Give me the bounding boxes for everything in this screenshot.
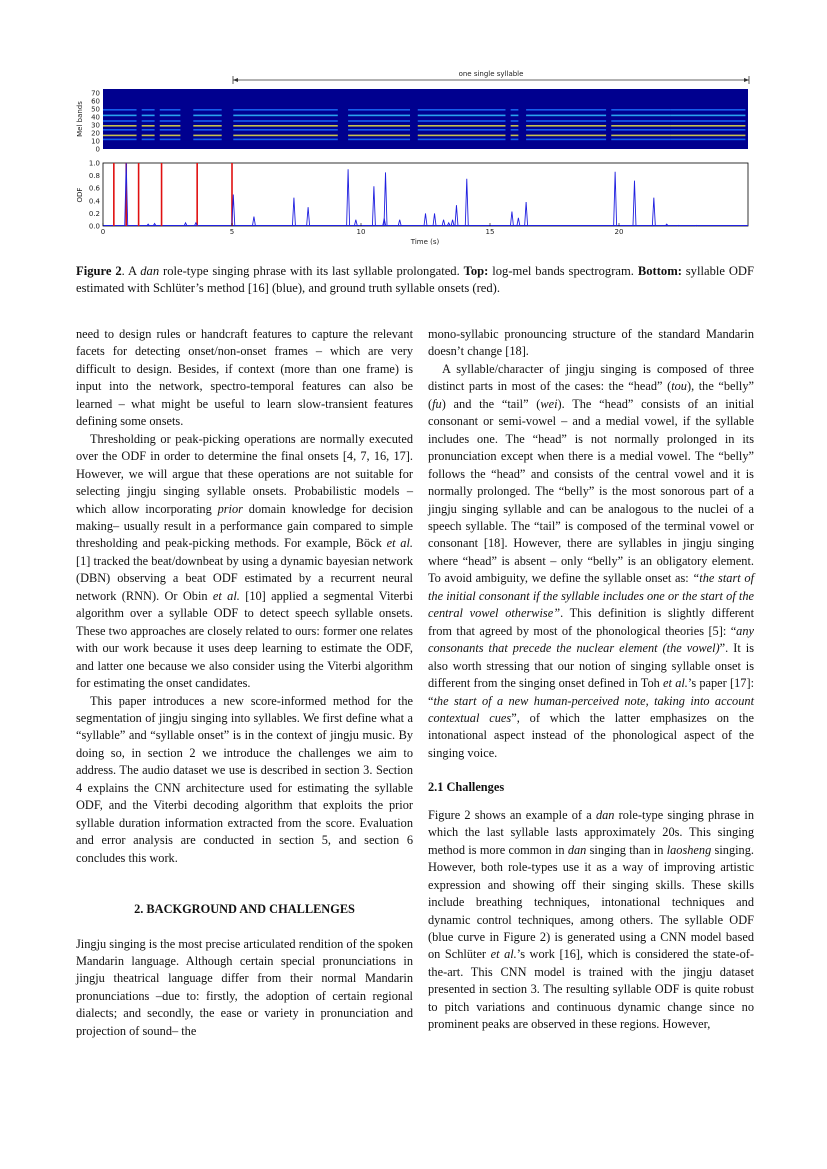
- spectrogram-band: [348, 120, 410, 122]
- spectrogram-band: [103, 129, 137, 131]
- spectrogram-band: [233, 129, 337, 131]
- spectrogram-band: [193, 129, 221, 131]
- y-tick-label: 10: [91, 137, 100, 146]
- spectrogram-band: [671, 125, 746, 127]
- spectrogram-band: [142, 139, 155, 141]
- spectrogram-band: [142, 115, 155, 117]
- x-tick-label: 20: [614, 228, 624, 236]
- y-tick-label: 0.0: [88, 222, 100, 231]
- spectrogram-band: [142, 129, 155, 131]
- spectrogram-band: [671, 109, 746, 111]
- figure-2: [0, 0, 827, 250]
- caption-text: . A: [121, 264, 141, 278]
- spectrogram-band: [671, 120, 746, 122]
- spectrogram-band: [233, 120, 337, 122]
- y-tick-label: 0.8: [88, 172, 100, 181]
- spectrogram-band: [418, 125, 506, 127]
- paragraph: need to design rules or handcraft features to capture the relevant facets for detecting onset/non-onset frames – which are very difficult to design. Besides, if context (more than one frame) is input into the network, spectro-temporal features can also be learned – what might be useful to learn slow-transient features defining some onsets.: [76, 327, 413, 429]
- y-tick-label: 50: [91, 105, 100, 114]
- spectrogram-band: [611, 115, 670, 117]
- spectrogram-band: [233, 135, 337, 137]
- paragraph: This paper introduces a new score-informed method for the segmentation of jingju singing into syllables. We first define what a “syllable” and “syllable onset” is in the context of jingju music. By doing so, in section 2 we introduce the challenges we aim to address. The audio dataset we use is described in section 3. Section 4 explains the CNN architecture used for estimating the syllable ODF, and the Viterbi decoding algorithm that exploits the prior syllable duration information extracted from the score. Evaluation and error analysis are conducted in section 5, and section 6 concludes this work.: [76, 693, 413, 865]
- syllable-annotation: [233, 70, 749, 84]
- spectrogram-band: [671, 135, 746, 137]
- caption-label: Bottom:: [637, 264, 682, 278]
- spectrogram-band: [193, 109, 221, 111]
- y-tick-label: 0.6: [88, 184, 100, 193]
- annotation-label: one single syllable: [458, 70, 524, 78]
- spectrogram-band: [160, 125, 181, 127]
- spectrogram-band: [103, 115, 137, 117]
- spectrogram-band: [418, 120, 506, 122]
- spectrogram-ylabel: Mel bands: [76, 101, 84, 137]
- paragraph: mono-syllabic pronouncing structure of the standard Mandarin doesn’t change [18].: [428, 327, 754, 359]
- spectrogram-band: [348, 109, 410, 111]
- spectrogram-band: [160, 120, 181, 122]
- left-column: [76, 326, 413, 1040]
- spectrogram-band: [233, 139, 337, 141]
- y-tick-label: 30: [91, 121, 100, 130]
- x-tick-label: 5: [229, 228, 235, 236]
- odf-ylabel: ODF: [76, 187, 84, 203]
- spectrogram-band: [418, 135, 506, 137]
- spectrogram-band: [160, 135, 181, 137]
- spectrogram-band: [511, 115, 519, 117]
- y-tick-label: 70: [91, 89, 100, 98]
- spectrogram-band: [526, 120, 606, 122]
- caption-text: role-type singing phrase with its last syllable prolongated.: [159, 264, 464, 278]
- spectrogram-band: [142, 135, 155, 137]
- spectrogram-band: [348, 135, 410, 137]
- y-tick-label: 60: [91, 97, 100, 106]
- spectrogram-band: [160, 139, 181, 141]
- figure-caption: [76, 263, 754, 297]
- spectrogram-band: [348, 129, 410, 131]
- spectrogram-band: [418, 115, 506, 117]
- y-tick-label: 0.2: [88, 209, 100, 218]
- spectrogram-band: [526, 129, 606, 131]
- spectrogram-band: [526, 109, 606, 111]
- spectrogram-band: [511, 109, 519, 111]
- paragraph: Jingju singing is the most precise articulated rendition of the spoken Mandarin language. Although certain special pronunciations in jingju theatrical language differ from their normal Mandarin pronunciations –due to: firstly, the adoption of certain regional dialects; and secondly, the ease or variety in pronunciation and projection of sound– the: [76, 936, 413, 1038]
- spectrogram-band: [611, 135, 670, 137]
- spectrogram-band: [611, 139, 670, 141]
- spectrogram-band: [142, 109, 155, 111]
- spectrogram-band: [103, 120, 137, 122]
- spectrogram-band: [103, 109, 137, 111]
- spectrogram-band: [103, 125, 137, 127]
- caption-text: dan: [140, 264, 160, 278]
- spectrogram-band: [511, 135, 519, 137]
- caption-label: Top:: [463, 264, 489, 278]
- spectrogram-band: [348, 115, 410, 117]
- spectrogram-band: [418, 139, 506, 141]
- spectrogram-panel: [76, 89, 748, 154]
- spectrogram-band: [511, 129, 519, 131]
- spectrogram-band: [526, 139, 606, 141]
- spectrogram-band: [611, 120, 670, 122]
- paragraph: Figure 2 shows an example of a dan role-type singing phrase in which the last syllable lasts approximately 20s. This singing method is more common in dan singing than in laosheng singing. However, both role-types use it as a way of improving artistic expression and showing off their singing skills. These skills include breathing techniques, intonational techniques and dynamic control techniques, among others. The syllable ODF (blue curve in Figure 2) is generated using a CNN model based on Schlüter et al.’s work [16], which is considered the state-of-the-art. This CNN model is trained with the jingju dataset presented in section 3. The resulting syllable ODF is quite robust to pitch variations and continuous dynamic change since no prominent peaks are observed in these regions. However,: [428, 807, 754, 1032]
- spectrogram-band: [193, 125, 221, 127]
- spectrogram-band: [142, 125, 155, 127]
- section-heading: 2. BACKGROUND AND CHALLENGES: [134, 902, 355, 917]
- caption-text: log-mel bands spectrogram.: [488, 264, 638, 278]
- right-column: [428, 326, 754, 1034]
- y-tick-label: 0: [95, 145, 100, 154]
- spectrogram-band: [348, 125, 410, 127]
- y-tick-label: 40: [91, 113, 100, 122]
- x-tick-label: 15: [485, 228, 495, 236]
- spectrogram-band: [160, 109, 181, 111]
- spectrogram-band: [418, 109, 506, 111]
- spectrogram-band: [671, 139, 746, 141]
- x-tick-label: 10: [356, 228, 366, 236]
- spectrogram-band: [103, 135, 137, 137]
- spectrogram-band: [193, 139, 221, 141]
- spectrogram-band: [418, 129, 506, 131]
- paragraph: Thresholding or peak-picking operations are normally executed over the ODF in order to determine the final onsets [4, 7, 16, 17]. However, we will argue that these operations are not suitable for selecting jingju singing syllable onsets. Probabilistic models –which allow incorporating prior domain knowledge for decision making– usually result in a performance gain compared to simple thresholding and peak-picking methods. For example, Böck et al. [1] tracked the beat/downbeat by using a dynamic bayesian network (DBN) observing a beat ODF estimated by a recurrent neural network (RNN). Or Obin et al. [10] applied a segmental Viterbi algorithm over a syllable ODF to detect speech syllable onsets. These two approaches are closely related to ours: former one relates with our work because it uses deep learning to estimate the ODF, and latter one because we also consider using the Viterbi algorithm for estimating the onset candidates.: [76, 431, 413, 691]
- spectrogram-band: [611, 129, 670, 131]
- spectrogram-band: [526, 125, 606, 127]
- spectrogram-band: [611, 125, 670, 127]
- spectrogram-band: [511, 125, 519, 127]
- spectrogram-band: [671, 115, 746, 117]
- spectrogram-band: [103, 139, 137, 141]
- spectrogram-band: [193, 115, 221, 117]
- odf-xlabel: Time (s): [410, 238, 440, 246]
- caption-label: Figure 2: [76, 264, 122, 278]
- spectrogram-band: [233, 125, 337, 127]
- y-tick-label: 0.4: [88, 197, 100, 206]
- spectrogram-band: [193, 120, 221, 122]
- spectrogram-band: [233, 109, 337, 111]
- spectrogram-band: [348, 139, 410, 141]
- spectrogram-band: [671, 129, 746, 131]
- paragraph: A syllable/character of jingju singing is composed of three distinct parts in most of the cases: the “head” (tou), the “belly” (fu) and the “tail” (wei). The “head” consists of an initial consonant or semi-vowel – and a medial vowel, if the syllable includes one. The “head” is not normally prolonged in its pronunciation except when there is a medial vowel. The “belly” follows the “head” and consists of the central vowel and it is normally prolonged. The “belly” is the most sonorous part of a jingju singing syllable and can be analogous to the nuclei of a speech syllable. The “tail” is composed of the terminal vowel or consonant [18]. However, there are syllables in jingju singing where “head” is absent – only “belly” is an obligatory element. To avoid ambiguity, we define the syllable onset as: “the start of the initial consonant if the syllable includes one or the start of the central vowel otherwise”. This definition is slightly different from that agreed by most of the phonological theories [5]: “any consonants that precede the nuclear element (the vowel)”. It is also worth stressing that our notion of singing syllable onset is different from the singing onset defined in Toh et al.’s paper [17]: “the start of a new human-perceived note, taking into account contextual cues”, of which the latter emphasizes on the intonational aspect instead of the phonological aspect of the singing voice.: [428, 361, 755, 760]
- spectrogram-band: [511, 139, 519, 141]
- odf-panel: [76, 160, 748, 247]
- spectrogram-band: [511, 120, 519, 122]
- spectrogram-band: [233, 115, 337, 117]
- spectrogram-band: [160, 115, 181, 117]
- spectrogram-band: [526, 135, 606, 137]
- subsection-heading: 2.1 Challenges: [428, 780, 505, 795]
- spectrogram-band: [142, 120, 155, 122]
- x-tick-label: 0: [100, 228, 106, 236]
- spectrogram-band: [160, 129, 181, 131]
- y-tick-label: 1.0: [88, 159, 100, 168]
- spectrogram-band: [611, 109, 670, 111]
- y-tick-label: 20: [91, 129, 100, 138]
- caption-text: syllable ODF estimated with Schlüter’s method [16] (blue), and ground truth syllable onsets (red).: [76, 264, 755, 295]
- spectrogram-band: [526, 115, 606, 117]
- spectrogram-band: [193, 135, 221, 137]
